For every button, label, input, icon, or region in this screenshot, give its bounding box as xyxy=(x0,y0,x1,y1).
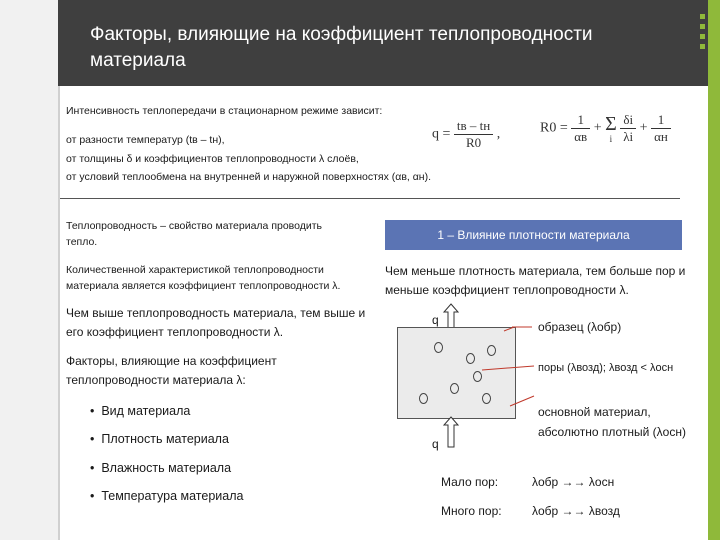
bullet-label-4: Температура материала xyxy=(101,489,244,503)
formula-delta-i: δi xyxy=(620,112,636,129)
divider-line xyxy=(58,86,60,540)
right-paragraph-1: Чем меньше плотность материала, тем больше пор и меньше коэффициент теплопроводности λ. xyxy=(385,264,686,297)
formula-plus-1: + xyxy=(593,120,602,136)
up-arrow-icon-bottom xyxy=(443,416,459,448)
formula-sum-index: i xyxy=(609,133,613,144)
left-stripe xyxy=(0,0,58,540)
formula-r0 xyxy=(540,112,671,145)
bullet-item-2: • Плотность материала xyxy=(90,432,229,446)
formula-one-b: 1 xyxy=(651,112,671,129)
formula-alpha-v: αв xyxy=(574,129,588,144)
intro-heading: Интенсивность теплопередачи в стационарном режиме зависит: xyxy=(66,105,383,117)
bullet-label-2: Плотность материала xyxy=(101,432,229,446)
formula-q-denominator: R0 xyxy=(465,135,482,150)
formula-r0-term3 xyxy=(651,112,671,145)
many-pores-relation: λобр →→ λвозд xyxy=(532,504,620,518)
few-pores-label: Мало пор: xyxy=(441,475,499,489)
base-material-label-1: основной материал, xyxy=(538,405,651,419)
left-paragraph-4: Факторы, влияющие на коэффициент теплопроводности материала λ: xyxy=(66,354,277,387)
formula-r0-term1 xyxy=(571,112,590,145)
formula-q-fraction xyxy=(454,118,493,151)
pore-icon xyxy=(434,342,443,353)
intro-line-1: от разности температур (tв – tн), xyxy=(66,134,225,146)
section-separator xyxy=(60,198,680,199)
formula-alpha-n: αн xyxy=(654,129,668,144)
base-material-label-2: абсолютно плотный (λосн) xyxy=(538,425,686,439)
intro-line-3: от условий теплообмена на внутренней и наружной поверхностях (αв, αн). xyxy=(66,171,432,183)
formula-r0-lhs: R0 = xyxy=(540,120,568,136)
pore-icon xyxy=(419,393,428,404)
pores-label: поры (λвозд); λвозд < λосн xyxy=(538,362,674,374)
formula-sum xyxy=(605,114,617,144)
bullet-item-3: • Влажность материала xyxy=(90,461,232,475)
formula-plus-2: + xyxy=(639,120,648,136)
left-paragraph-1: Теплопроводность – свойство материала проводить тепло. xyxy=(66,220,323,248)
up-arrow-icon xyxy=(443,303,459,329)
bullet-item-1: • Вид материала xyxy=(90,404,191,418)
heat-flux-label-top: q xyxy=(432,313,439,327)
bullet-label-1: Вид материала xyxy=(101,404,191,418)
heat-flux-label-bottom: q xyxy=(432,437,439,451)
density-heading-box: 1 – Влияние плотности материала xyxy=(385,220,682,250)
formula-sum-sign: Σ xyxy=(605,112,617,135)
slide-title xyxy=(90,22,690,74)
bullet-label-3: Влажность материала xyxy=(101,461,232,475)
formula-one-a: 1 xyxy=(571,112,590,129)
formula-q-lhs: q = xyxy=(432,126,451,142)
few-pores-relation: λобр →→ λосн xyxy=(532,475,615,489)
pore-icon xyxy=(450,383,459,394)
formula-q: q = $\frac{tв - tн}{R0}$ , xyxy=(432,118,501,150)
intro-line-2: от толщины δ и коэффициентов теплопроводности λ слоёв, xyxy=(66,153,359,165)
left-paragraph-2: Количественной характеристикой теплопроводности материала является коэффициент теплопроводности λ. xyxy=(66,264,341,292)
title-line-1: Факторы, влияющие на коэффициент теплопроводности xyxy=(90,24,593,45)
many-pores-label: Много пор: xyxy=(441,504,502,518)
bullet-item-4: • Температура материала xyxy=(90,489,244,503)
sample-label: образец (λобр) xyxy=(538,320,622,334)
formula-q-numerator: tв – tн xyxy=(454,118,493,135)
formula-lambda-i: λi xyxy=(623,129,634,144)
title-line-2: материала xyxy=(90,50,186,71)
right-accent-bar xyxy=(708,0,720,540)
left-paragraph-3: Чем выше теплопроводность материала, тем выше и его коэффициент теплопроводности λ. xyxy=(66,306,366,339)
formula-r0-term2 xyxy=(620,112,636,145)
